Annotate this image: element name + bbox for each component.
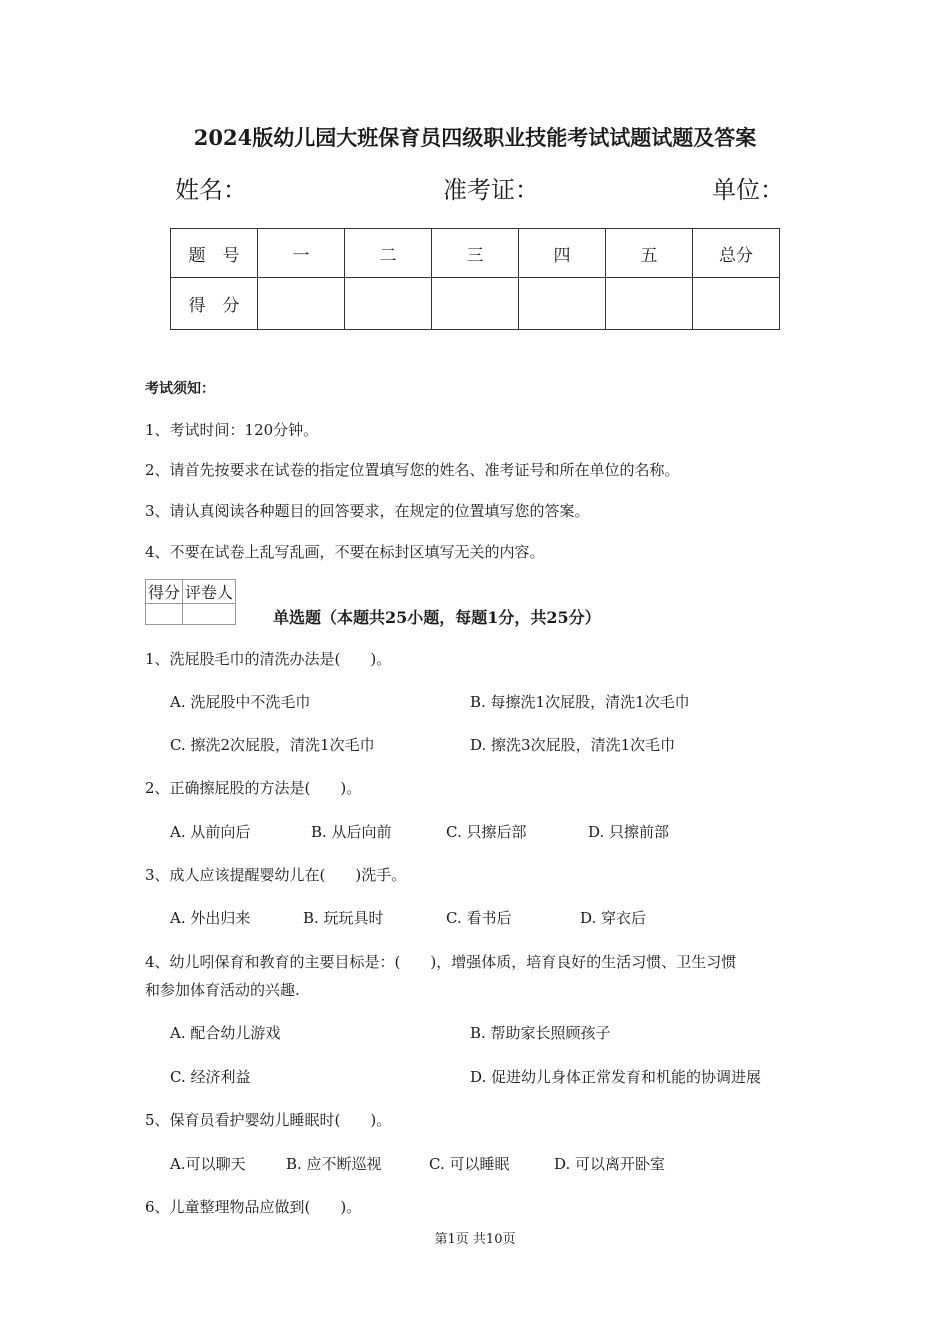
notice-item: 2、请首先按要求在试卷的指定位置填写您的姓名、准考证号和所在单位的名称。 (145, 461, 680, 479)
question-option: A.可以聊天 (170, 1155, 246, 1173)
score-cell (258, 278, 345, 330)
question-stem: 2、正确擦屁股的方法是( )。 (145, 779, 362, 797)
score-cell (519, 278, 606, 330)
question-option: A. 洗屁股中不洗毛巾 (170, 693, 311, 711)
question-option: B. 玩玩具时 (303, 909, 384, 927)
score-header-3: 三 (432, 229, 519, 278)
question-option: C. 可以睡眠 (429, 1155, 510, 1173)
section-title: 单选题（本题共25小题，每题1分，共25分） (273, 608, 601, 627)
score-header-4: 四 (519, 229, 606, 278)
score-header-total: 总分 (693, 229, 780, 278)
score-table (170, 228, 780, 330)
grader-box-cell (183, 604, 236, 625)
question-option: A. 配合幼儿游戏 (170, 1024, 281, 1042)
notice-heading: 考试须知： (145, 381, 215, 397)
question-option: A. 外出归来 (170, 909, 251, 927)
question-option: D. 擦洗3次屁股，清洗1次毛巾 (470, 736, 676, 754)
question-option: D. 穿衣后 (580, 909, 647, 927)
notice-item: 1、考试时间：120分钟。 (145, 421, 319, 439)
score-table-header-row (171, 229, 780, 278)
question-option: C. 擦洗2次屁股，清洗1次毛巾 (170, 736, 375, 754)
grader-box-score-label: 得分 (146, 580, 183, 604)
notice-item: 3、请认真阅读各种题目的回答要求，在规定的位置填写您的答案。 (145, 502, 590, 520)
score-header-1: 一 (258, 229, 345, 278)
score-header-label: 题 号 (171, 229, 258, 278)
question-option: B. 每擦洗1次屁股，清洗1次毛巾 (470, 693, 690, 711)
question-stem-continued: 和参加体育活动的兴趣. (145, 981, 300, 999)
score-header-2: 二 (345, 229, 432, 278)
score-cell (606, 278, 693, 330)
question-option: A. 从前向后 (170, 823, 251, 841)
unit-field-label: 单位： (712, 176, 784, 204)
question-option: D. 促进幼儿身体正常发育和机能的协调进展 (470, 1068, 762, 1086)
ticket-field-label: 准考证： (443, 176, 539, 204)
name-field-label: 姓名： (175, 176, 247, 204)
question-option: B. 应不断巡视 (286, 1155, 382, 1173)
question-option: C. 只擦后部 (446, 823, 527, 841)
grader-box-cell (146, 604, 183, 625)
question-option: B. 帮助家长照顾孩子 (470, 1024, 611, 1042)
score-table-score-row (171, 278, 780, 330)
score-cell (693, 278, 780, 330)
question-stem: 6、儿童整理物品应做到( )。 (145, 1198, 362, 1216)
question-option: C. 经济利益 (170, 1068, 251, 1086)
grader-box-grader-label: 评卷人 (183, 580, 236, 604)
question-stem: 3、成人应该提醒婴幼儿在( )洗手。 (145, 866, 407, 884)
document-title: 2024版幼儿园大班保育员四级职业技能考试试题试题及答案 (193, 125, 757, 150)
question-stem: 1、洗屁股毛巾的清洗办法是( )。 (145, 650, 392, 668)
question-stem: 4、幼儿吲保育和教育的主要目标是：( )，增强体质，培育良好的生活习惯、卫生习惯 (145, 953, 737, 971)
question-option: B. 从后向前 (311, 823, 392, 841)
question-stem: 5、保育员看护婴幼儿睡眠时( )。 (145, 1111, 392, 1129)
notice-item: 4、不要在试卷上乱写乱画，不要在标封区填写无关的内容。 (145, 543, 545, 561)
grader-box (145, 579, 236, 625)
question-option: D. 可以离开卧室 (554, 1155, 666, 1173)
score-cell (432, 278, 519, 330)
score-cell (345, 278, 432, 330)
score-header-5: 五 (606, 229, 693, 278)
score-row-label: 得 分 (171, 278, 258, 330)
question-option: D. 只擦前部 (588, 823, 670, 841)
page-footer: 第1页 共10页 (434, 1232, 516, 1247)
question-option: C. 看书后 (446, 909, 512, 927)
